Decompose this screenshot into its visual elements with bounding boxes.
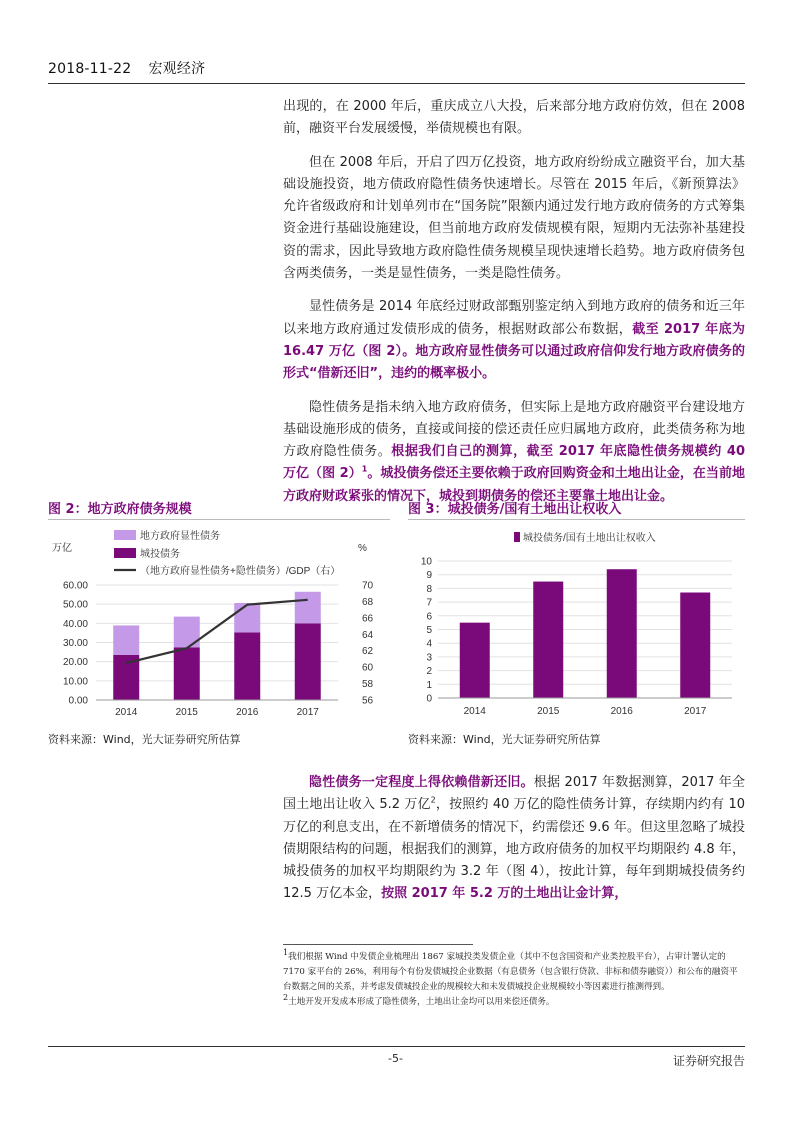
footnote-rule (283, 944, 473, 945)
header-rule (48, 83, 745, 84)
y-tick: 5 (426, 625, 432, 636)
figure-3-source: 资料来源：Wind，光大证券研究所估算 (408, 733, 601, 746)
y-tick-right: 58 (362, 679, 374, 691)
y-tick-left: 50.00 (62, 599, 88, 611)
y-tick-right: 60 (362, 662, 374, 674)
y-tick-left: 0.00 (68, 695, 88, 707)
x-tick-label: 2015 (537, 706, 560, 717)
y-tick-left: 10.00 (62, 676, 88, 688)
y-tick: 6 (426, 611, 432, 623)
footer-rule (48, 1046, 745, 1047)
y-tick-right: 64 (362, 629, 374, 641)
y-tick-left: 60.00 (62, 580, 88, 592)
legend-label-explicit: 地方政府显性债务 (140, 531, 220, 542)
y-tick: 8 (426, 583, 432, 595)
footnote-2 (283, 995, 745, 1010)
report-section: 宏观经济 (148, 61, 206, 77)
y-tick: 10 (420, 556, 432, 568)
y-tick: 2 (426, 666, 432, 678)
footnote-ref-1[interactable]: 1 (361, 465, 368, 475)
bar-2014 (460, 623, 490, 698)
body-text-top (283, 96, 745, 519)
bar-2016 (607, 569, 637, 698)
paragraph-5-lead: 隐性债务一定程度上得依赖借新还旧。 (309, 775, 534, 790)
figure-2-chart (48, 524, 390, 724)
x-tick-label: 2014 (463, 706, 486, 717)
legend-swatch-explicit (114, 530, 136, 540)
bar-2017 (680, 593, 710, 698)
body-text-bottom (283, 772, 745, 917)
footnote-2-text: 土地开发开发成本形成了隐性债务，土地出让金均可以用来偿还债务。 (288, 997, 555, 1007)
figure-2-title: 图 2：地方政府债务规模 (48, 502, 192, 517)
bar-chengtou-2016 (234, 632, 260, 700)
paragraph-5-text-2: ，按照约 40 万亿的隐性债务计算，存续期内约有 10 万亿的利息支出，在不新增债务的情况下，约需偿还 9.6 年。但这里忽略了城投债期限结构的问题，根据我们的测算，地方政府债务的加权平均期限约 4.8 年，城投债务的加权平均期限约为 3.2 年（图 4），按此计算，每年到期城投债务约 12.5 万亿本金， (283, 797, 745, 902)
figure-3-chart (408, 524, 745, 724)
footnotes (283, 950, 745, 1010)
paragraph-3-highlight: 截至 2017 年底为 16.47 万亿（图 2）。地方政府显性债务可以通过政府信仰发行地方政府债务的形式“借新还旧”，违约的概率极小。 (283, 321, 745, 382)
footnote-2-number: 2 (283, 993, 289, 1003)
y-tick: 1 (426, 679, 432, 691)
legend-label-chengtou: 城投债务 (140, 549, 180, 560)
legend-label: 城投债务/国有土地出让权收入 (523, 533, 656, 544)
paragraph-5-text: 根据 2017 年数据测算，2017 年全国土地出让收入 5.2 万亿 (283, 775, 745, 813)
x-tick-label: 2017 (296, 707, 319, 718)
x-tick-label: 2017 (684, 706, 707, 717)
figure-3-rule (408, 519, 745, 520)
footnote-1-text: 我们根据 Wind 中发债企业梳理出 1867 家城投类发债企业（其中不包含国资和产业类控股平台），占审计署认定的 7170 家平台的 26%，利用每个有份发债城投企业数据（有息债务（包含银行贷款、非标和债券融资））和公布的融资平台数据之间的关系，并考虑发债城投企业的规模较大和未发债城投企业规模较小等因素进行推测得到。 (283, 952, 738, 992)
report-date: 2018-11-22 (48, 61, 132, 77)
x-tick-label: 2015 (175, 707, 198, 718)
x-tick-label: 2014 (115, 707, 138, 718)
y-tick: 9 (426, 570, 432, 582)
bar-explicit-2017 (295, 592, 321, 624)
figure-3-title: 图 3：城投债务/国有土地出让权收入 (408, 502, 622, 517)
y-tick-right: 66 (362, 613, 374, 625)
bar-chengtou-2015 (174, 647, 200, 700)
bar-explicit-2016 (234, 603, 260, 632)
y-tick: 3 (426, 652, 432, 664)
x-tick-label: 2016 (236, 707, 259, 718)
y-tick-left: 20.00 (62, 657, 88, 669)
paragraph-3-text: 显性债务是 2014 年底经过财政部甄别鉴定纳入到地方政府的债务和近三年以来地方政府通过发债形成的债务，根据财政部公布数据， (283, 299, 745, 337)
y-axis-right-label: % (358, 543, 367, 554)
y-tick: 0 (426, 693, 432, 705)
paragraph-3 (283, 296, 745, 385)
paragraph-5 (283, 772, 745, 906)
x-tick-label: 2016 (610, 706, 633, 717)
y-axis-left-label: 万亿 (52, 543, 72, 554)
legend-label-line: （地方政府显性债务+隐性债务）/GDP（右） (140, 566, 341, 577)
paragraph-1: 出现的，在 2000 年后，重庆成立八大投，后来部分地方政府仿效，但在 2008 前，融资平台发展缓慢，举债规模也有限。 (283, 99, 745, 137)
y-tick-right: 62 (362, 646, 374, 658)
paragraph-4-highlight-2: 。城投债务偿还主要依赖于政府回购资金和土地出让金，在当前地方政府财政紧张的情况下，城投到期债务的偿还主要靠土地出让金。 (283, 466, 745, 504)
bar-explicit-2014 (113, 625, 139, 655)
figure-2-rule (48, 519, 390, 520)
y-tick-right: 56 (362, 695, 374, 707)
footnote-1 (283, 950, 745, 995)
page-header (48, 58, 745, 80)
page-number: -5- (388, 1052, 403, 1065)
y-tick: 4 (426, 638, 432, 650)
footer-label: 证券研究报告 (672, 1054, 745, 1068)
line-debt-to-gdp (126, 600, 308, 663)
bar-2015 (533, 582, 563, 698)
y-tick-left: 30.00 (62, 638, 88, 649)
paragraph-4-highlight: 根据我们自己的测算，截至 2017 年底隐性债务规模约 40 万亿（图 2） (283, 444, 745, 482)
bar-chengtou-2017 (295, 623, 321, 700)
paragraph-4 (283, 397, 745, 508)
paragraph-5-highlight: 按照 2017 年 5.2 万的土地出让金计算， (381, 886, 628, 902)
footnote-1-number: 1 (283, 948, 289, 958)
paragraph-2: 但在 2008 年后，开启了四万亿投资，地方政府纷纷成立融资平台，加大基础设施投资，地方债政府隐性债务快速增长。尽管在 2015 年后，《新预算法》允许省级政府和计划单列市在“国务院”限额内通过发行地方政府债务的方式筹集资金进行基础设施建设，但当前地方政府发债规模有限，短期内无法弥补基建投资的需求，因此导致地方政府隐性债务规模呈现快速增长趋势。地方政府债务包含两类债务，一类是显性债务，一类是隐性债务。 (283, 154, 745, 282)
paragraph-4-text: 隐性债务是指未纳入地方政府债务，但实际上是地方政府融资平台建设地方基础设施形成的债务，直接或间接的偿还责任应归属地方政府，此类债务称为地方政府隐性债务。 (283, 399, 745, 460)
y-tick-right: 70 (362, 580, 374, 592)
y-tick-left: 40.00 (62, 618, 88, 630)
footnote-ref-2[interactable]: 2 (430, 795, 436, 805)
y-tick-right: 68 (362, 596, 374, 608)
y-tick: 7 (426, 597, 432, 609)
legend-swatch-chengtou (114, 548, 136, 558)
legend-swatch (514, 532, 520, 542)
figure-2-source: 资料来源：Wind，光大证券研究所估算 (48, 733, 241, 746)
